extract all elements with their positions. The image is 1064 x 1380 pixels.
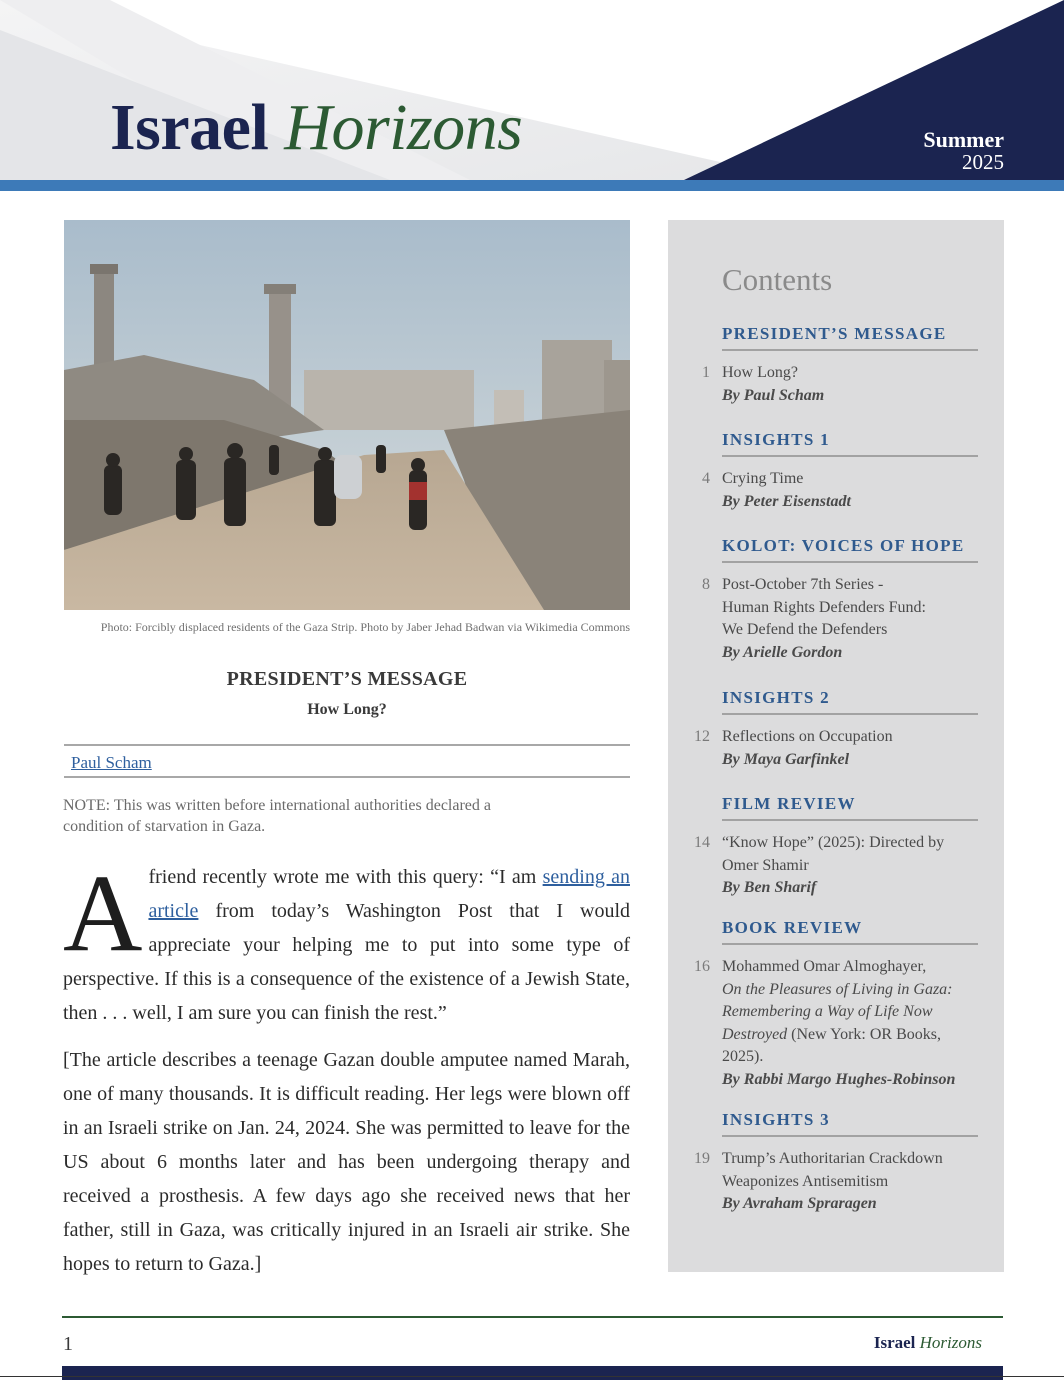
toc-heading: KOLOT: VOICES OF HOPE — [722, 536, 978, 563]
toc-page-number: 4 — [702, 470, 710, 487]
page-header — [0, 0, 1064, 192]
article-note: NOTE: This was written before international authorities declared a condition of starvation in Gaza. — [63, 797, 491, 835]
issue-date — [923, 128, 1004, 174]
footer-brand — [874, 1333, 982, 1353]
toc-entry — [702, 574, 978, 664]
footer-rule — [62, 1316, 1003, 1318]
toc-publisher: (New York: OR Books, — [787, 1025, 941, 1043]
toc-author: By Avraham Spraragen — [722, 1195, 877, 1212]
toc-entry — [702, 362, 978, 407]
toc-entry — [694, 1148, 978, 1216]
toc-book-title-line: Remembering a Way of Life Now — [722, 1003, 933, 1020]
contents-title: Contents — [722, 262, 833, 297]
toc-title-line: Weaponizes Antisemitism — [722, 1172, 889, 1190]
toc-page-number: 16 — [694, 958, 710, 975]
paragraph-1-start: friend recently wrote me with this query: “I am — [148, 866, 543, 888]
toc-heading: INSIGHTS 1 — [722, 430, 978, 457]
article-title: How Long? — [307, 701, 387, 718]
toc-heading: PRESIDENT’S MESSAGE — [722, 324, 978, 351]
toc-heading: FILM REVIEW — [722, 794, 978, 821]
toc-author: By Maya Garfinkel — [722, 750, 850, 768]
toc-title-line: 2025). — [722, 1048, 764, 1065]
toc-title-line: “Know Hope” (2025): Directed by — [722, 834, 945, 851]
masthead-israel: Israel — [110, 91, 269, 164]
feature-photo — [64, 220, 630, 610]
toc-book-title-end: Destroyed — [722, 1025, 788, 1043]
toc-title-line: Post-October 7th Series - — [722, 576, 884, 593]
footer-brand-horizons: Horizons — [919, 1333, 982, 1352]
author-link[interactable]: Paul Scham — [71, 753, 152, 772]
footer-brand-israel: Israel — [873, 1333, 916, 1352]
gaza-street-illustration — [64, 220, 630, 610]
footer-baseline — [0, 1376, 1064, 1377]
toc-section-book-review[interactable] — [694, 918, 978, 1091]
article-paragraph-1 — [63, 852, 630, 1030]
toc-author: By Ben Sharif — [722, 879, 817, 896]
article-section-heading: PRESIDENT’S MESSAGE — [226, 668, 468, 690]
contents-sidebar — [668, 220, 1004, 1272]
sending-article-link[interactable]: sending an article — [148, 866, 630, 922]
toc-section-insights-1[interactable] — [702, 430, 978, 513]
drop-cap: A — [63, 852, 143, 974]
toc-page-number: 19 — [694, 1150, 710, 1167]
toc-heading: BOOK REVIEW — [722, 918, 978, 945]
footer-bar — [62, 1366, 1003, 1380]
toc-section-film-review[interactable] — [694, 794, 978, 900]
toc-title-line: Mohammed Omar Almoghayer, — [722, 958, 927, 975]
toc-entry — [694, 726, 978, 771]
toc-author: By Paul Scham — [722, 386, 825, 404]
toc-title-line: Reflections on Occupation — [722, 728, 893, 745]
toc-author: By Peter Eisenstadt — [722, 492, 851, 510]
issue-season: Summer — [923, 127, 1004, 152]
paragraph-1-end: from today’s Washington Post that I would appreciate your helping me to put into some type of perspective. If this is a consequence of the existence of a Jewish State, then . . . well, I am sure you can finish the rest.” — [63, 900, 630, 1024]
toc-book-title-line: On the Pleasures of Living in Gaza: — [722, 980, 953, 998]
issue-year: 2025 — [962, 150, 1004, 174]
toc-page-number: 12 — [694, 728, 710, 745]
toc-author: By Rabbi Margo Hughes-Robinson — [722, 1070, 956, 1088]
toc-page-number: 14 — [694, 834, 710, 851]
footer-page-number: 1 — [63, 1333, 73, 1355]
toc-title-line: Trump’s Authoritarian Crackdown — [722, 1150, 943, 1167]
toc-section-kolot[interactable] — [702, 536, 978, 664]
toc-section-insights-3[interactable] — [694, 1110, 978, 1216]
masthead — [110, 88, 522, 168]
toc-title-line: How Long? — [722, 364, 798, 381]
masthead-horizons: Horizons — [284, 91, 523, 164]
toc-title-line: Crying Time — [722, 470, 804, 487]
toc-title-line: Human Rights Defenders Fund: — [722, 598, 926, 616]
toc-section-presidents-message[interactable] — [702, 324, 978, 407]
toc-entry — [702, 468, 978, 513]
toc-author: By Arielle Gordon — [722, 643, 843, 661]
toc-page-number: 8 — [702, 576, 710, 593]
toc-heading: INSIGHTS 2 — [722, 688, 978, 715]
toc-title-line: Omer Shamir — [722, 856, 809, 874]
toc-entry — [694, 832, 978, 900]
toc-title-line-mixed — [722, 1024, 978, 1047]
byline — [64, 744, 630, 778]
toc-page-number: 1 — [702, 364, 710, 381]
toc-title-line: We Defend the Defenders — [722, 621, 888, 638]
toc-entry — [694, 956, 978, 1091]
article-paragraph-2: [The article describes a teenage Gazan double amputee named Marah, one of many thousands. It is difficult reading. Her legs were blown off in an Israeli strike on Jan. 24, 2024. She was permitted to leave for the US about 6 months later and has been undergoing therapy and received a prosthesis. A few days ago she received news that her father, still in Gaza, was critically injured in an Israeli air strike. She hopes to return to Gaza.] — [63, 1049, 630, 1275]
photo-caption: Photo: Forcibly displaced residents of the Gaza Strip. Photo by Jaber Jehad Badwan via Wikimedia Commons — [100, 620, 630, 634]
toc-heading: INSIGHTS 3 — [722, 1110, 978, 1137]
toc-section-insights-2[interactable] — [694, 688, 978, 771]
